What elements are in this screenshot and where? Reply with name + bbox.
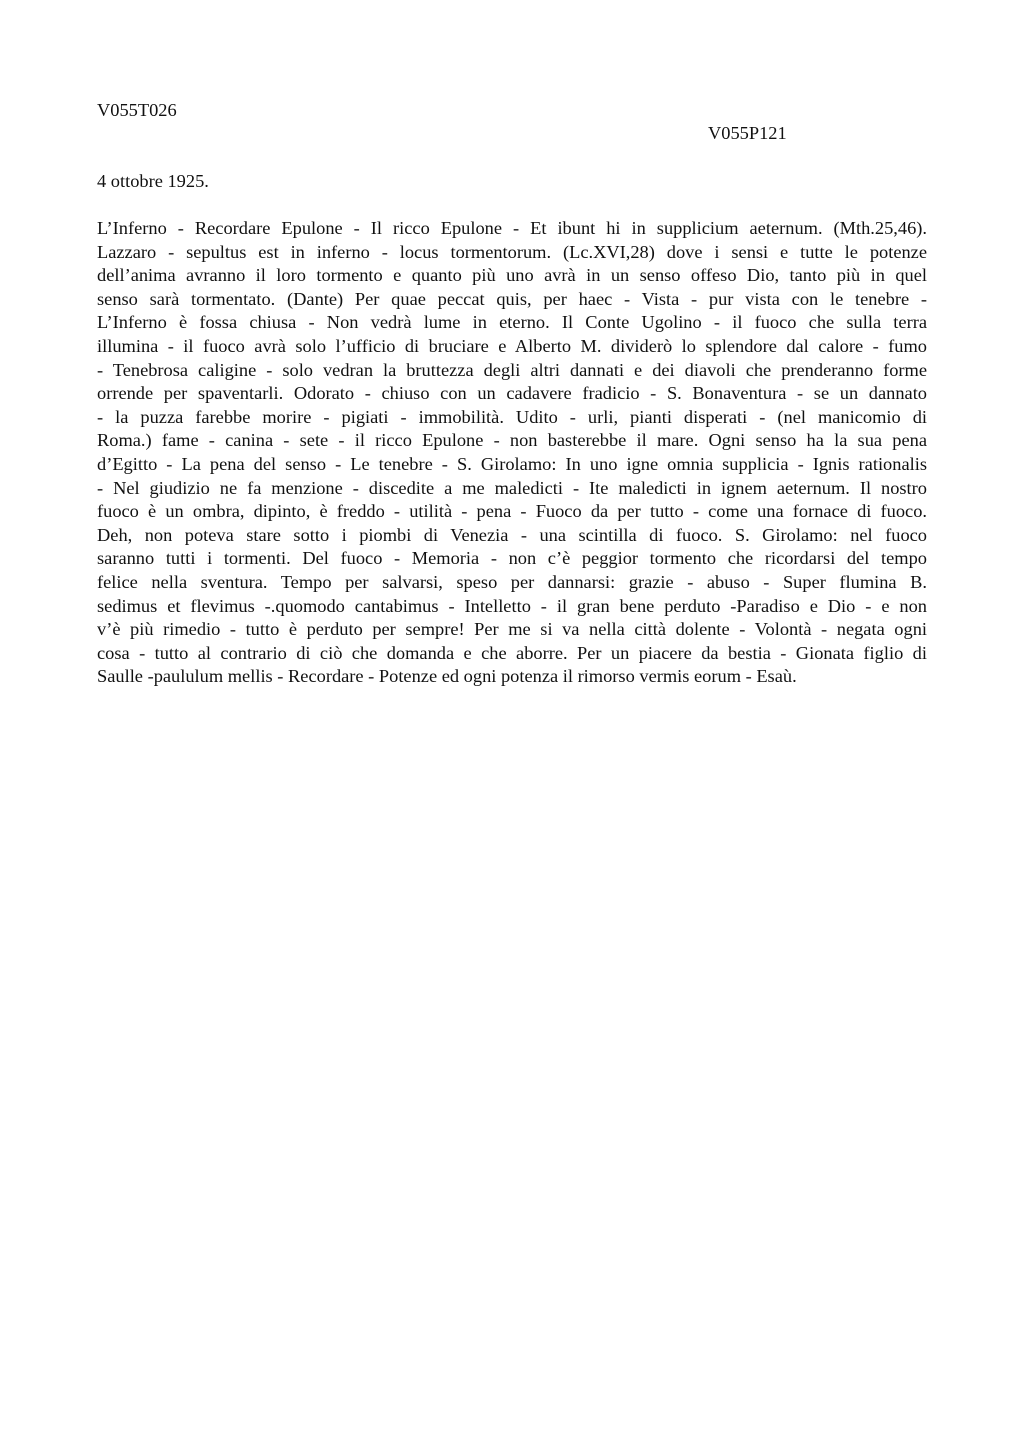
body-paragraph [97, 217, 927, 689]
text-line: v’è più rimedio - tutto è perduto per sempre! Per me si va nella città dolente - Volontà - negata ogni [97, 619, 927, 640]
text-line: felice nella sventura. Tempo per salvarsi, speso per dannarsi: grazie - abuso - Super flumina B. [97, 571, 927, 592]
text-line: Roma.) fame - canina - sete - il ricco Epulone - non basterebbe il mare. Ogni senso ha la sua pena [97, 430, 927, 451]
text-line: orrende per spaventarli. Odorato - chiuso con un cadavere fradicio - S. Bonaventura - se un dannato [97, 383, 927, 404]
document-code: V055T026 [97, 100, 177, 120]
text-line: fuoco è un ombra, dipinto, è freddo - utilità - pena - Fuoco da per tutto - come una fornace di fuoco. [97, 501, 927, 522]
text-line: dell’anima avranno il loro tormento e quanto più uno avrà in un senso offeso Dio, tanto più in quel [97, 265, 927, 286]
page-code: V055P121 [708, 123, 787, 143]
document-date: 4 ottobre 1925. [97, 171, 209, 191]
text-line: - Nel giudizio ne fa menzione - discedite a me maledicti - Ite maledicti in ignem aeternum. Il nostro [97, 477, 927, 498]
text-line: - Tenebrosa caligine - solo vedran la bruttezza degli altri dannati e dei diavoli che prenderanno forme [97, 359, 927, 380]
text-line: - la puzza farebbe morire - pigiati - immobilità. Udito - urli, pianti disperati - (nel manicomio di [97, 406, 927, 427]
text-line: Deh, non poteva stare sotto i piombi di Venezia - una scintilla di fuoco. S. Girolamo: nel fuoco [97, 524, 927, 545]
text-line: illumina - il fuoco avrà solo l’ufficio di bruciare e Alberto M. dividerò lo splendore dal calore - fumo [97, 335, 927, 356]
text-line: Lazzaro - sepultus est in inferno - locus tormentorum. (Lc.XVI,28) dove i sensi e tutte le potenze [97, 241, 927, 262]
text-line: L’Inferno - Recordare Epulone - Il ricco Epulone - Et ibunt hi in supplicium aeternum. (Mth.25,46). [97, 218, 927, 238]
text-line: Saulle -paululum mellis - Recordare - Potenze ed ogni potenza il rimorso vermis eorum - Esaù. [97, 666, 797, 687]
text-line: L’Inferno è fossa chiusa - Non vedrà lume in eterno. Il Conte Ugolino - il fuoco che sulla terra [97, 312, 927, 333]
text-line: d’Egitto - La pena del senso - Le tenebre - S. Girolamo: In uno igne omnia supplicia - Ignis rationalis [97, 453, 927, 474]
text-line: sedimus et flevimus -.quomodo cantabimus - Intelletto - il gran bene perduto -Paradiso e Dio - e non [97, 595, 927, 616]
text-line: cosa - tutto al contrario di ciò che domanda e che aborre. Per un piacere da bestia - Gionata figlio di [97, 642, 927, 663]
text-line: senso sarà tormentato. (Dante) Per quae peccat quis, per haec - Vista - pur vista con le tenebre - [97, 288, 927, 309]
text-line: saranno tutti i tormenti. Del fuoco - Memoria - non c’è peggior tormento che ricordarsi del tempo [97, 548, 927, 569]
